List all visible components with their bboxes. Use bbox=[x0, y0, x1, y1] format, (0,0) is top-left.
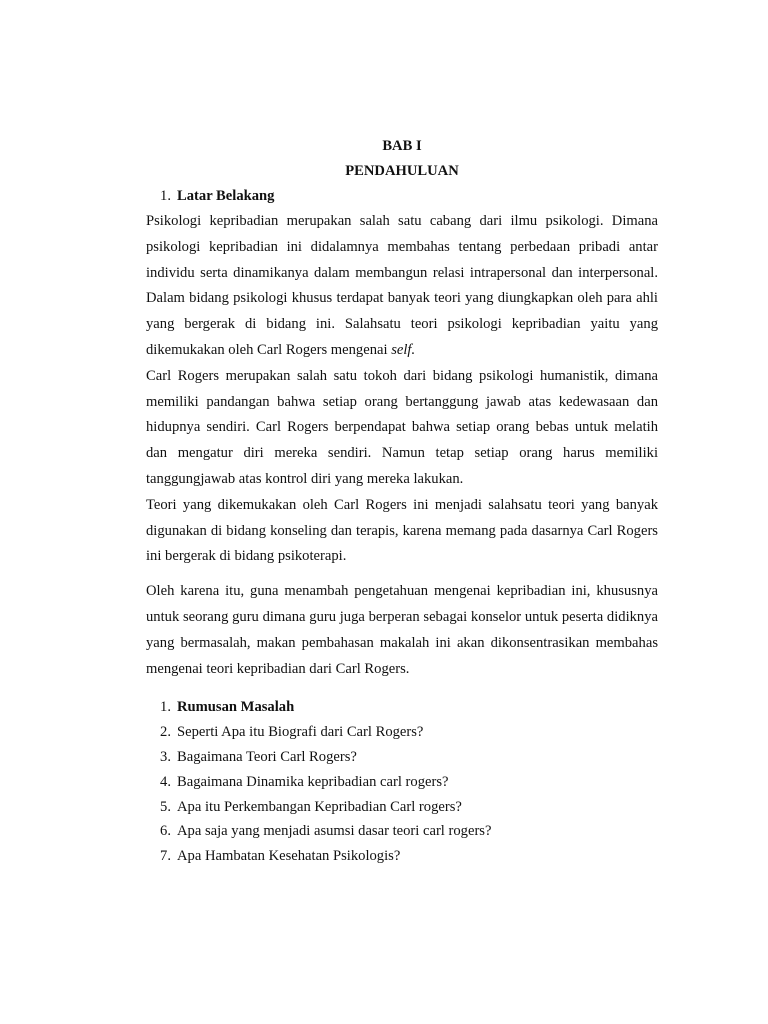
problem-list bbox=[146, 695, 658, 869]
paragraph-3: Teori yang dikemukakan oleh Carl Rogers ini menjadi salahsatu teori yang banyak digunakan di bidang konseling dan terapis, karena memang pada dasarnya Carl Rogers ini bergerak di bidang psikoterapi. bbox=[146, 496, 658, 565]
section-number: 1. bbox=[160, 188, 171, 204]
section-heading bbox=[146, 184, 658, 209]
section-heading-label: Latar Belakang bbox=[177, 188, 275, 204]
list-item bbox=[146, 795, 658, 820]
chapter-subtitle: PENDAHULUAN bbox=[345, 163, 459, 179]
document-page bbox=[146, 134, 658, 869]
chapter-title: BAB I bbox=[382, 138, 422, 154]
list-item bbox=[146, 844, 658, 869]
list-item-text: Seperti Apa itu Biografi dari Carl Rogers? bbox=[177, 724, 424, 741]
paragraph-1-text: Psikologi kepribadian merupakan salah satu cabang dari ilmu psikologi. Dimana psikologi kepribadian ini didalamnya membahas tentang perbedaan pribadi antar individu serta dinamikanya dalam membangun relasi intrapersonal dan interpersonal. Dalam bidang psikologi khusus terdapat banyak teori yang diungkapkan oleh para ahli yang bergerak di bidang ini. Salahsatu teori psikologi kepribadian yaitu yang dikemukakan oleh Carl Rogers mengenai bbox=[146, 213, 658, 358]
list-item bbox=[146, 770, 658, 795]
list-item-text: Bagaimana Dinamika kepribadian carl rogers? bbox=[177, 773, 449, 790]
paragraph-2: Carl Rogers merupakan salah satu tokoh dari bidang psikologi humanistik, dimana memiliki pandangan bahwa setiap orang bertanggung jawab atas kedewasaan dan hidupnya sendiri. Carl Rogers berpendapat bahwa setiap orang bebas untuk melatih dan mengatur diri mereka sendiri. Namun tetap setiap orang harus memiliki tanggungjawab atas kontrol diri yang mereka lakukan. bbox=[146, 367, 658, 487]
list-item bbox=[146, 720, 658, 745]
list-item-text: Apa saja yang menjadi asumsi dasar teori carl rogers? bbox=[177, 823, 492, 840]
list-item-text: Apa itu Perkembangan Kepribadian Carl rogers? bbox=[177, 798, 462, 815]
list-item-number: 1. bbox=[160, 699, 171, 716]
list-item-number: 7. bbox=[160, 848, 171, 865]
list-item bbox=[146, 745, 658, 770]
list-item-text: Bagaimana Teori Carl Rogers? bbox=[177, 748, 357, 765]
list-item-text: Rumusan Masalah bbox=[177, 699, 295, 716]
list-item-number: 6. bbox=[160, 823, 171, 840]
list-item-number: 3. bbox=[160, 748, 171, 765]
list-item bbox=[146, 819, 658, 844]
list-item-number: 5. bbox=[160, 798, 171, 815]
paragraph-4: Oleh karena itu, guna menambah pengetahuan mengenai kepribadian ini, khususnya untuk seorang guru dimana guru juga berperan sebagai konselor untuk peserta didiknya yang bermasalah, makan pembahasan makalah ini akan dikonsentrasikan membahas mengenai teori kepribadian dari Carl Rogers. bbox=[146, 583, 658, 677]
list-item-text: Apa Hambatan Kesehatan Psikologis? bbox=[177, 848, 401, 865]
paragraph-1 bbox=[146, 209, 658, 364]
list-item-number: 2. bbox=[160, 724, 171, 741]
list-item bbox=[146, 695, 658, 720]
list-item-number: 4. bbox=[160, 773, 171, 790]
paragraph-1-italic: self. bbox=[391, 341, 416, 358]
